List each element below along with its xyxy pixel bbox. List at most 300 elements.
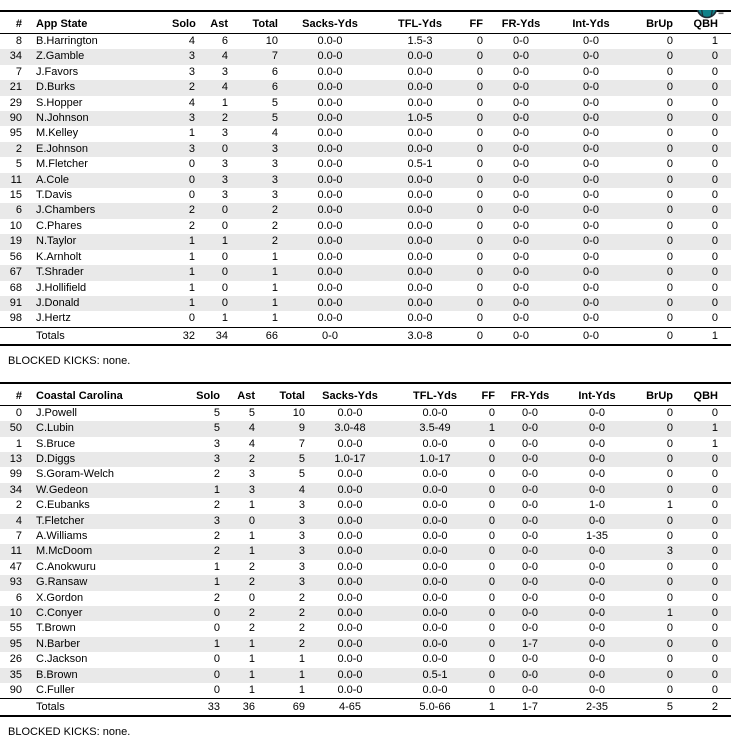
player-row [0,80,731,95]
stat-cell: 2 [221,112,228,125]
totals-stat-cell: 4-65 [338,701,362,714]
stat-cell: 0 [666,50,673,63]
player-name-cell: T.Brown [36,622,76,635]
stat-cell: 0 [221,281,228,294]
stat-cell: 0 [476,35,483,47]
stat-cell: 0-0 [583,219,599,232]
jersey-number-cell: 35 [9,668,22,681]
stat-cell: 0-0 [583,50,599,63]
stat-cell: 0.0-0 [407,81,433,94]
player-name-cell: M.McDoom [36,545,93,558]
stat-cell: 0 [488,483,495,496]
stat-cell: 0-0 [513,281,529,294]
stat-cell: 2 [248,607,255,619]
player-name-cell: D.Diggs [36,452,76,465]
stat-cell: 0-0 [583,127,599,140]
jersey-number-cell: 11 [10,545,22,558]
player-row [0,637,731,652]
stat-cell: 0-0 [522,514,538,527]
player-row [0,483,731,498]
stat-cell: 0 [188,312,195,325]
stat-cell: 2 [188,219,195,232]
player-row [0,575,731,590]
stat-cell: 0 [221,250,228,263]
player-name-cell: W.Gedeon [36,483,88,496]
player-row [0,560,731,575]
stat-cell: 0.0-0 [337,637,363,650]
stat-cell: 7 [298,437,305,450]
stat-cell: 0.0-0 [337,437,363,450]
player-name-cell: B.Brown [36,668,78,681]
stat-cell: 3 [188,142,195,155]
player-name-cell: J.Chambers [36,204,96,217]
stat-cell: 0 [476,142,483,155]
jersey-number-cell: 7 [15,529,22,542]
player-name-cell: N.Barber [36,637,81,650]
stat-cell: 0.0-0 [317,112,343,125]
stat-cell: 0.5-1 [407,158,433,171]
stat-cell: 0 [711,296,718,309]
stat-cell: 0 [666,189,673,202]
stat-cell: 0 [711,142,718,155]
stat-cell: 1 [666,499,673,512]
stat-cell: 1-0 [589,499,605,512]
player-row [0,250,731,265]
jersey-number-cell: 55 [9,622,22,635]
stat-cell: 0-0 [583,312,599,325]
stat-cell: 0 [213,607,220,619]
stat-cell: 3 [298,560,305,573]
stat-cell: 0 [476,219,483,232]
stat-cell: 1 [188,127,195,140]
column-header-team-coastal-carolina: Coastal Carolina [36,389,123,402]
player-name-cell: M.Fletcher [36,158,88,171]
stat-cell: 2 [213,468,220,481]
stat-cell: 0-0 [583,142,599,155]
stat-cell: 0.0-0 [317,281,343,294]
player-row [0,591,731,606]
player-name-cell: J.Favors [36,65,79,78]
stat-cell: 0 [711,204,718,217]
stat-cell: 0 [476,158,483,171]
stat-cell: 0 [488,499,495,512]
stat-cell: 0 [476,112,483,125]
stat-cell: 0-0 [522,576,538,589]
stat-cell: 0 [476,65,483,78]
totals-stat-cell: 5 [666,701,673,714]
stat-cell: 0 [711,250,718,263]
player-row [0,529,731,544]
stat-cell: 0.0-0 [422,545,448,558]
jersey-number-cell: 56 [9,250,22,263]
stat-cell: 0.0-0 [337,499,363,512]
stat-cell: 3 [221,65,228,78]
stat-cell: 4 [248,422,255,435]
column-header-sacks-yds: Sacks-Yds [322,389,378,402]
header-row [0,11,731,34]
stat-cell: 1 [711,35,718,47]
stat-cell: 0 [666,560,673,573]
jersey-number-cell: 10 [9,607,22,619]
stat-cell: 0.0-0 [422,591,448,604]
stat-cell: 0 [711,235,718,248]
stat-cell: 3 [221,189,228,202]
totals-stat-cell: 0-0 [322,329,338,342]
player-row [0,452,731,467]
stat-cell: 0 [711,219,718,232]
player-name-cell: J.Hertz [36,312,71,325]
stat-cell: 0 [248,591,255,604]
player-row [0,311,731,327]
player-row [0,281,731,296]
stat-cell: 0 [711,499,718,512]
player-name-cell: J.Donald [36,296,80,309]
totals-stat-cell: 0-0 [513,329,529,342]
player-name-cell: C.Anokwuru [36,560,96,573]
stat-cell: 3 [298,529,305,542]
stat-cell: 0.0-0 [407,65,433,78]
stat-cell: 0 [666,142,673,155]
jersey-number-cell: 47 [9,560,22,573]
jersey-number-cell: 95 [9,127,22,140]
column-header-number: # [15,389,22,402]
jersey-number-cell: 21 [9,81,22,94]
stat-cell: 0-0 [513,312,529,325]
stat-cell: 0 [188,173,195,186]
stat-cell: 0.0-0 [337,483,363,496]
stat-cell: 0 [711,607,718,619]
stat-cell: 0.0-0 [337,545,363,558]
player-name-cell: T.Davis [36,189,73,202]
stat-cell: 0-0 [513,204,529,217]
stat-cell: 1 [221,312,228,325]
player-row [0,219,731,234]
stat-cell: 0 [213,684,220,697]
stat-cell: 4 [188,96,195,109]
jersey-number-cell: 2 [15,142,22,155]
totals-stat-cell: 5.0-66 [419,701,451,714]
stat-cell: 2 [213,545,220,558]
stat-cell: 0 [248,514,255,527]
stat-cell: 0 [666,653,673,666]
stat-cell: 0 [476,96,483,109]
stat-cell: 0 [711,622,718,635]
stat-cell: 0.0-0 [317,296,343,309]
stat-cell: 0 [666,452,673,465]
jersey-number-cell: 8 [15,35,22,47]
stat-cell: 0-0 [589,514,605,527]
stat-cell: 0 [711,65,718,78]
stat-cell: 1 [188,296,195,309]
stat-cell: 0-0 [589,468,605,481]
defense-stats-table-coastal-carolina [0,382,731,718]
stat-cell: 0-0 [583,81,599,94]
stat-cell: 1 [248,545,255,558]
stat-cell: 1 [221,235,228,248]
stat-cell: 6 [271,65,278,78]
stat-cell: 0.0-0 [422,576,448,589]
stat-cell: 1.0-17 [419,452,451,465]
stat-cell: 5 [271,96,278,109]
stat-cell: 0 [666,529,673,542]
jersey-number-cell: 34 [9,50,22,63]
player-row [0,49,731,64]
stat-cell: 5 [298,452,305,465]
player-row [0,142,731,157]
player-name-cell: S.Goram-Welch [36,468,115,481]
stat-cell: 1 [488,422,495,435]
stat-cell: 0 [666,437,673,450]
stat-cell: 0 [213,668,220,681]
stat-cell: 0.0-0 [337,514,363,527]
stat-cell: 1 [188,281,195,294]
jersey-number-cell: 67 [9,266,22,279]
stat-cell: 0.0-0 [407,127,433,140]
player-name-cell: C.Jackson [36,653,88,666]
stat-cell: 0.0-0 [422,637,448,650]
jersey-number-cell: 6 [15,204,22,217]
stat-cell: 0.0-0 [317,173,343,186]
stat-cell: 1 [271,296,278,309]
stat-cell: 3.5-49 [419,422,451,435]
stat-cell: 0 [666,158,673,171]
stat-cell: 0 [666,684,673,697]
stat-cell: 3 [213,514,220,527]
totals-stat-cell: 0-0 [583,329,599,342]
column-header-fr-yds: FR-Yds [510,389,550,402]
player-row [0,265,731,280]
stat-cell: 0.0-0 [337,653,363,666]
stat-cell: 0 [488,560,495,573]
stat-cell: 2 [271,219,278,232]
column-header-tfl-yds: TFL-Yds [413,389,457,402]
stat-cell: 0.0-0 [407,296,433,309]
jersey-number-cell: 6 [15,591,22,604]
player-name-cell: N.Taylor [36,235,77,248]
stat-cell: 0 [221,219,228,232]
stat-cell: 0-0 [589,653,605,666]
stat-cell: 0 [476,281,483,294]
stat-cell: 0 [666,81,673,94]
stat-cell: 3 [188,50,195,63]
column-header-ast: Ast [210,18,228,30]
stat-cell: 0 [666,281,673,294]
column-header-team-app-state: App State [36,18,88,30]
stat-cell: 5 [213,406,220,419]
stat-cell: 0 [666,65,673,78]
stat-cell: 0.0-0 [407,219,433,232]
stat-cell: 5 [271,112,278,125]
player-row [0,544,731,559]
stat-cell: 0-0 [522,437,538,450]
stat-cell: 0 [488,622,495,635]
stat-cell: 0.0-0 [317,189,343,202]
stat-cell: 0.0-0 [317,142,343,155]
player-row [0,467,731,482]
stat-cell: 0.0-0 [337,591,363,604]
stat-cell: 0-0 [583,250,599,263]
stat-cell: 0-0 [513,296,529,309]
player-row [0,188,731,203]
stat-cell: 0 [488,668,495,681]
stat-cell: 0 [666,127,673,140]
stat-cell: 0-0 [589,576,605,589]
stat-cell: 0.0-0 [337,406,363,419]
stat-cell: 2 [248,622,255,635]
stat-cell: 6 [271,81,278,94]
stat-cell: 0-0 [583,173,599,186]
stat-cell: 0-0 [522,468,538,481]
column-header-number: # [15,18,22,30]
stat-cell: 0 [488,637,495,650]
jersey-number-cell: 93 [9,576,22,589]
jersey-number-cell: 91 [9,296,22,309]
stat-cell: 1 [248,637,255,650]
player-row [0,173,731,188]
stat-cell: 3 [221,173,228,186]
stat-cell: 7 [271,50,278,63]
stat-cell: 0 [711,591,718,604]
jersey-number-cell: 29 [9,96,22,109]
stat-cell: 1 [271,281,278,294]
stat-cell: 2 [248,452,255,465]
stat-cell: 2 [298,607,305,619]
totals-stat-cell: 0 [666,329,673,342]
column-header-total: Total [252,18,278,30]
stat-cell: 1 [271,250,278,263]
stat-cell: 0 [221,142,228,155]
stat-cell: 0.0-0 [317,127,343,140]
stat-cell: 0-0 [589,560,605,573]
stat-cell: 0 [711,637,718,650]
stat-cell: 0 [666,173,673,186]
stat-cell: 3 [271,142,278,155]
jersey-number-cell: 10 [9,219,22,232]
stat-cell: 0 [666,219,673,232]
column-header-fr-yds: FR-Yds [501,18,541,30]
team-ball-logo-icon [696,10,726,20]
stat-cell: 0.0-0 [407,235,433,248]
column-header-int-yds: Int-Yds [578,389,616,402]
stat-cell: 0 [711,112,718,125]
stat-cell: 1 [298,653,305,666]
stat-cell: 0-0 [589,545,605,558]
stat-cell: 2 [271,235,278,248]
stat-cell: 0 [488,591,495,604]
totals-stat-cell [0,327,22,345]
totals-row [0,699,731,717]
stat-cell: 0 [221,266,228,279]
totals-stat-cell: 2-35 [585,701,609,714]
stat-cell: 0.0-0 [422,468,448,481]
player-row [0,683,731,699]
stat-cell: 0-0 [522,483,538,496]
stat-cell: 0.0-0 [317,96,343,109]
stat-cell: 2 [248,560,255,573]
stat-cell: 5 [213,422,220,435]
stat-cell: 0.0-0 [422,483,448,496]
header-row [0,383,731,406]
stat-cell: 0.0-0 [317,235,343,248]
stat-cell: 3 [221,127,228,140]
stat-cell: 0 [711,127,718,140]
stat-cell: 0 [666,422,673,435]
column-header-qbh: QBH [693,18,718,30]
stat-cell: 2 [248,576,255,589]
stat-cell: 3 [271,158,278,171]
stat-cell: 4 [271,127,278,140]
stat-cell: 0 [666,112,673,125]
player-name-cell: J.Hollifield [36,281,87,294]
stat-cell: 0.0-0 [337,622,363,635]
player-row [0,421,731,436]
stat-cell: 0-0 [513,81,529,94]
stat-cell: 0 [711,684,718,697]
stat-cell: 0.0-0 [422,607,448,619]
stat-cell: 3 [298,545,305,558]
stat-cell: 0 [476,81,483,94]
stat-cell: 0.0-0 [337,684,363,697]
stat-cell: 0 [711,81,718,94]
stat-cell: 3 [213,452,220,465]
stat-cell: 4 [221,50,228,63]
stat-cell: 3 [188,65,195,78]
stat-cell: 0.0-0 [317,35,343,47]
player-row [0,405,731,421]
column-header-sacks-yds: Sacks-Yds [302,18,358,30]
stat-cell: 0-0 [589,452,605,465]
stat-cell: 1 [213,483,220,496]
player-name-cell: Z.Gamble [36,50,85,63]
stat-cell: 0-0 [583,158,599,171]
stat-cell: 2 [298,591,305,604]
jersey-number-cell: 4 [15,514,22,527]
stat-cell: 0-0 [589,591,605,604]
stat-cell: 2 [213,591,220,604]
stat-cell: 0 [221,296,228,309]
totals-stat-cell: 1-7 [522,701,538,714]
player-row [0,498,731,513]
stat-cell: 0 [476,235,483,248]
jersey-number-cell: 98 [9,312,22,325]
stat-cell: 0.0-0 [422,437,448,450]
stat-cell: 0 [666,266,673,279]
stat-cell: 4 [188,35,195,47]
stat-cell: 0.0-0 [317,50,343,63]
stat-cell: 1 [271,312,278,325]
stat-cell: 3 [248,483,255,496]
stat-cell: 1 [188,266,195,279]
stat-cell: 0.0-0 [407,142,433,155]
stat-cell: 0.0-0 [317,204,343,217]
totals-stat-cell: 34 [215,329,228,342]
stat-cell: 6 [221,35,228,47]
stat-cell: 0 [476,189,483,202]
stat-cell: 1 [298,684,305,697]
player-name-cell: C.Conyer [36,607,83,619]
stat-cell: 1.0-5 [407,112,433,125]
column-header-solo: Solo [196,389,220,402]
stat-cell: 0 [711,545,718,558]
stat-cell: 0 [711,158,718,171]
player-name-cell: A.Williams [36,529,88,542]
player-name-cell: M.Kelley [36,127,79,140]
player-row [0,437,731,452]
stat-cell: 0-0 [522,653,538,666]
stat-cell: 1 [213,576,220,589]
stat-cell: 0-0 [589,422,605,435]
stat-cell: 2 [271,204,278,217]
